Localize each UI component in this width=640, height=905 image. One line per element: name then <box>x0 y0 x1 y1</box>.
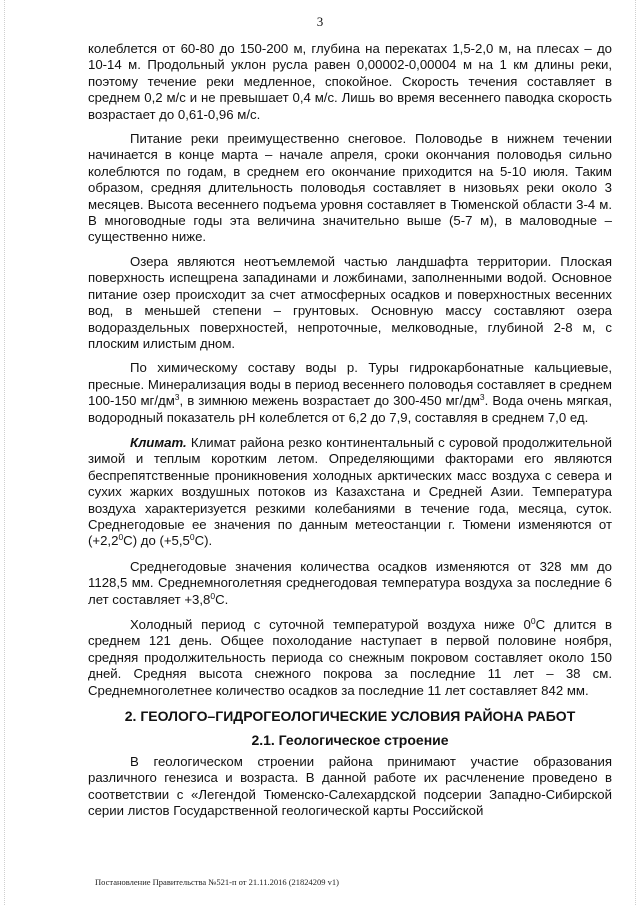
paragraph-water-chemistry <box>88 360 612 426</box>
page-number: 3 <box>316 14 324 29</box>
paragraph-river-feeding: Питание реки преимущественно снеговое. Половодье в нижнем течении начинается в конце марта – начале апреля, сроки окончания половодья сильно колеблются по годам, в среднем его окончание приходится на 5-10 июля. Таким образом, средняя длительность половодья составляет в низовьях реки около 3 месяцев. Высота весеннего подъема уровня составляет в Тюменской области 3-4 м. В многоводные годы эта величина значительно выше (5-7 м), в маловодные – существенно ниже. <box>88 131 612 245</box>
paragraph-text: С). <box>194 533 213 549</box>
paragraph-cold-period <box>88 617 612 699</box>
paragraph-text: . Вода очень мягкая, водородный показатель pH колеблется от 6,2 до 7,9, составляя в среднем 7,0 ед. <box>88 393 612 425</box>
paragraph-text: С длится в среднем 121 день. Общее похолодание наступает в первой половине ноября, средняя продолжительность периода со снежным покровом составляет около 150 дней. Средняя высота снежного покрова за последние 11 лет – 38 см. Среднемноголетнее количество осадков за последние 11 лет составляет 842 мм. <box>88 617 612 698</box>
superscript: 3 <box>479 392 485 403</box>
paragraph-text: С. <box>215 591 229 607</box>
climate-term: Климат. <box>130 434 187 450</box>
paragraph-lakes: Озера являются неотъемлемой частью ландшафта территории. Плоская поверхность испещрена западинами и ложбинами, заполненными водой. Основное питание озер происходит за счет атмосферных осадков и поверхностных весенних вод, в меньшей степени – грунтовых. Основную массу составляют озера водораздельных поверхностей, непроточные, мелководные, глубиной 2-8 м, с плоским илистым дном. <box>88 253 612 351</box>
page-edge-right <box>635 0 636 905</box>
paragraph-text: Холодный период с суточной температурой воздуха ниже 0 <box>130 617 531 632</box>
superscript: 0 <box>530 616 536 626</box>
paragraph-climate <box>88 435 612 550</box>
paragraph-river-width: колеблется от 60-80 до 150-200 м, глубина на перекатах 1,5-2,0 м, на плесах – до 10-14 м. Продольный уклон русла равен 0,00002-0,00004 м на 1 км длины реки, поэтому течение реки медленное, спокойное. Скорость течения составляет в среднем 0,2 м/с и не превышает 0,4 м/с. Лишь во время весеннего паводка скорость возрастает до 0,61-0,96 м/с. <box>88 41 612 122</box>
paragraph-text: , в зимнюю межень возрастает до 300-450 мг/дм <box>179 393 480 409</box>
document-body <box>88 41 612 828</box>
superscript: 0 <box>210 590 216 601</box>
document-footer: Постановление Правительства №521-п от 21.11.2016 (21824209 v1) <box>95 877 339 887</box>
page-edge-left <box>4 0 5 905</box>
paragraph-text: По химическому составу воды р. Туры гидрокарбонатные кальциевые, пресные. Минерализация воды в период весеннего половодья составляет в среднем 100-150 мг/дм <box>88 360 612 409</box>
paragraph-text: Среднегодовые значения количества осадков изменяются от 328 мм до 1128,5 мм. Среднемноголетняя среднегодовая температура воздуха за последние 6 лет составляет +3,8 <box>88 558 612 607</box>
superscript: 0 <box>189 532 195 543</box>
section-heading: 2. ГЕОЛОГО–ГИДРОГЕОЛОГИЧЕСКИЕ УСЛОВИЯ РАЙОНА РАБОТ <box>124 708 576 725</box>
paragraph-precipitation <box>88 559 612 608</box>
subsection-heading: 2.1. Геологическое строение <box>251 732 449 749</box>
paragraph-text: Климат района резко континентальный с суровой продолжительной зимой и теплым коротким летом. Определяющими факторами его являются беспрепятственные проникновения холодных арктических масс воздуха с севера и сухих жарких воздушных потоков из Казахстана и Средней Азии. Температура воздуха характеризуется резкими колебаниями в течение года, месяца, суток. Среднегодовые ее значения по данным метеостанции г. Тюмени изменяются от (+2,2 <box>88 434 612 549</box>
superscript: 3 <box>174 392 180 403</box>
paragraph-text: С) до (+5,5 <box>123 533 190 549</box>
paragraph-geology: В геологическом строении района принимают участие образования различного генезиса и возраста. В данной работе их расчленение проведено в соответствии с «Легендой Тюменско-Салехардской подсерии Западно-Сибирской серии листов Государственной геологической карты Российской <box>88 754 612 819</box>
superscript: 0 <box>118 532 124 543</box>
